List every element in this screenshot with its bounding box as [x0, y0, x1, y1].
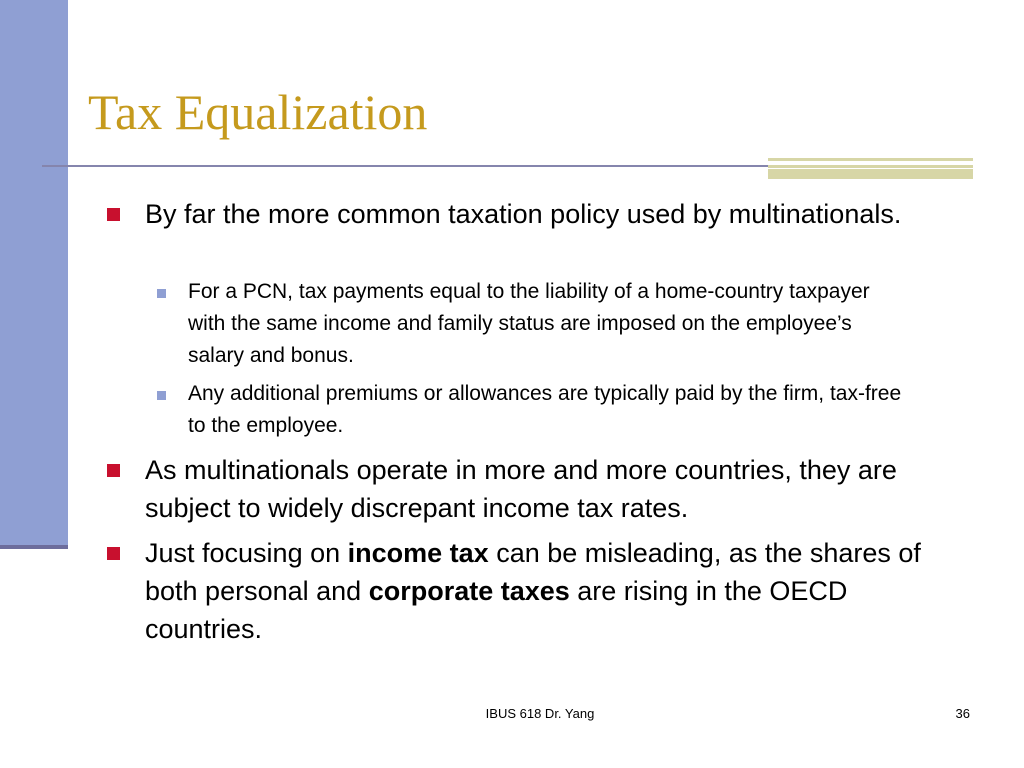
accent-band-top — [768, 158, 973, 161]
square-bullet-icon — [107, 547, 120, 560]
bullet-text-run: Just focusing on — [145, 538, 348, 568]
accent-band-bottom — [768, 169, 973, 179]
sub-bullet-text: Any additional premiums or allowances are typically paid by the firm, tax-free to the employee. — [188, 382, 902, 437]
bullet-text — [145, 534, 925, 648]
bullet-text: By far the more common taxation policy used by multinationals. — [145, 199, 902, 229]
bullet-text: As multinationals operate in more and more countries, they are subject to widely discrepant income tax rates. — [145, 455, 897, 523]
left-decorative-bar — [0, 0, 68, 545]
left-bar-bottom-edge — [0, 545, 68, 549]
sub-bullet-text: For a PCN, tax payments equal to the liability of a home-country taxpayer with the same income and family status are imposed on the employee’s salary and bonus. — [188, 280, 870, 367]
bold-term-corporate-taxes: corporate taxes — [368, 576, 570, 606]
footer-course-label: IBUS 618 Dr. Yang — [485, 706, 595, 721]
slide-title: Tax Equalization — [88, 84, 428, 140]
slide-number: 36 — [955, 706, 970, 721]
square-sub-bullet-icon — [157, 391, 166, 400]
square-bullet-icon — [107, 464, 120, 477]
square-sub-bullet-icon — [157, 289, 166, 298]
square-bullet-icon — [107, 208, 120, 221]
bold-term-income-tax: income tax — [347, 538, 489, 568]
accent-band-middle — [768, 165, 973, 168]
bullet-text-run: can be misleading, as the shares of both personal and — [145, 538, 921, 606]
title-accent-bands — [768, 158, 973, 179]
bullet-text-run: are rising in the OECD countries. — [145, 576, 848, 644]
